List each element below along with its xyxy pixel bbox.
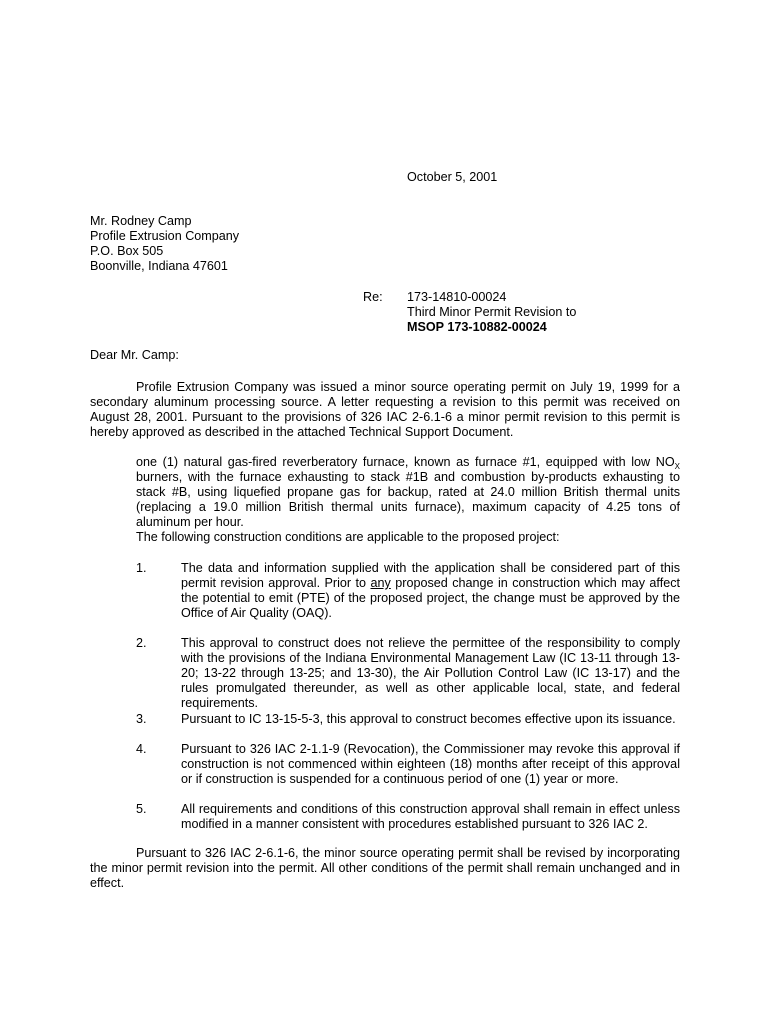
condition-text: Pursuant to IC 13-15-5-3, this approval to construct becomes effective upon its issuance.	[181, 712, 676, 726]
re-block	[407, 290, 576, 335]
condition-number: 2.	[136, 636, 147, 650]
equipment-description-text-a: one (1) natural gas-fired reverberatory furnace, known as furnace #1, equipped with low NO	[136, 455, 675, 469]
condition-text-part: proposed change in construction which may affect the potential to emit (PTE) of the proposed project, the change must be approved by the Office of Air Quality (OAQ).	[181, 576, 681, 620]
letter-date: October 5, 2001	[407, 170, 498, 184]
condition-number: 5.	[136, 802, 147, 816]
recipient-address	[90, 214, 239, 274]
condition-text: Pursuant to 326 IAC 2-1.1-9 (Revocation), the Commissioner may revoke this approval if construction is not commenced within eighteen (18) months after receipt of this approval or if construction is suspended for a continuous period of one (1) year or more.	[181, 742, 680, 786]
intro-paragraph	[90, 380, 680, 440]
intro-paragraph-text: Profile Extrusion Company was issued a minor source operating permit on July 19, 1999 for a secondary aluminum processing source. A letter requesting a revision to this permit was received on August 28, 2001. Pursuant to the provisions of 326 IAC 2-6.1-6 a minor permit revision to this permit is hereby approved as described in the attached Technical Support Document.	[90, 380, 680, 439]
condition-text: This approval to construct does not relieve the permittee of the responsibility to comply with the provisions of the Indiana Environmental Management Law (IC 13-11 through 13-20; 13-22 through 13-25; and 13-30), the Air Pollution Control Law (IC 13-17) and the rules promulgated thereunder, as well as other applicable local, state, and federal requirements.	[181, 636, 680, 710]
condition-number: 1.	[136, 561, 147, 575]
re-permit-number: 173-14810-00024	[407, 290, 507, 304]
re-label: Re:	[363, 290, 383, 304]
closing-paragraph-text: Pursuant to 326 IAC 2-6.1-6, the minor source operating permit shall be revised by incorporating the minor permit revision into the permit. All other conditions of the permit shall remain unchanged and in effect.	[90, 846, 680, 890]
re-description: Third Minor Permit Revision to	[407, 305, 577, 319]
condition-text	[181, 561, 680, 621]
recipient-company: Profile Extrusion Company	[90, 229, 240, 243]
condition-text-part: The data and information supplied with the application shall be considered part of this permit revision approval. Prior to	[181, 561, 680, 590]
closing-paragraph	[90, 846, 680, 891]
condition-number: 4.	[136, 742, 147, 756]
salutation: Dear Mr. Camp:	[90, 348, 179, 362]
recipient-po-box: P.O. Box 505	[90, 244, 164, 258]
conditions-intro: The following construction conditions are applicable to the proposed project:	[136, 530, 560, 544]
condition-text-underlined: any	[370, 576, 391, 590]
recipient-name: Mr. Rodney Camp	[90, 214, 192, 228]
equipment-description	[136, 455, 680, 530]
nox-subscript: X	[674, 462, 680, 471]
condition-number: 3.	[136, 712, 147, 726]
condition-text: All requirements and conditions of this construction approval shall remain in effect unless modified in a manner consistent with procedures established pursuant to 326 IAC 2.	[181, 802, 680, 831]
equipment-description-text-b: burners, with the furnace exhausting to stack #1B and combustion by-products exhausting to stack #B, using liquefied propane gas for backup, rated at 24.0 million British thermal units (replacing a 19.0 million British thermal units furnace), maximum capacity of 4.25 tons of aluminum per hour.	[136, 470, 680, 529]
re-msop-number: MSOP 173-10882-00024	[407, 320, 547, 334]
recipient-city: Boonville, Indiana 47601	[90, 259, 228, 273]
